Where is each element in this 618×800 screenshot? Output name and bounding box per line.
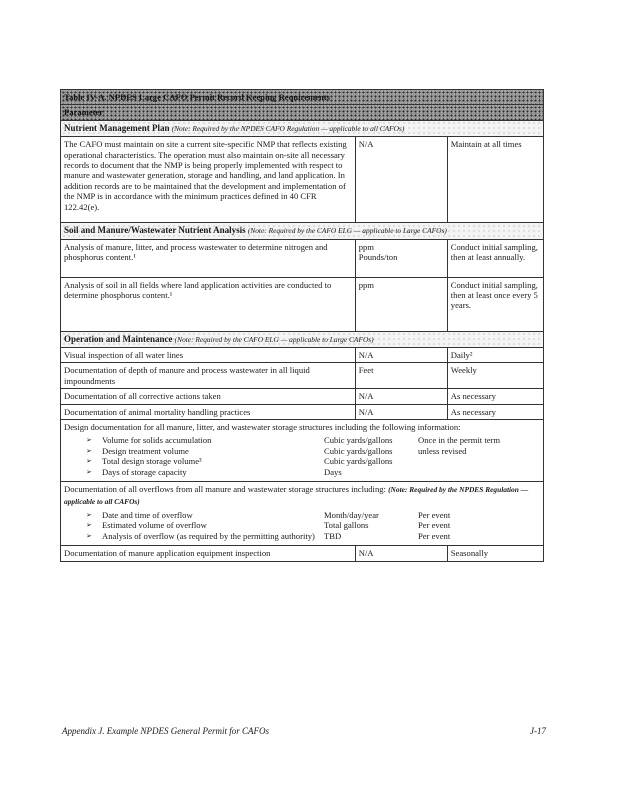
parameter-cell: Documentation of manure application equipment inspection	[61, 546, 356, 561]
section-header-om	[61, 331, 544, 347]
overflow-note: (Note: Required by the NPDES Regulation — applicable to all CAFOs)	[64, 485, 529, 506]
units-cell: N/A	[355, 546, 447, 561]
section-title: Nutrient Management Plan	[64, 122, 170, 133]
units-cell: N/A	[355, 404, 447, 419]
overflow-unit: Total gallons	[324, 520, 369, 531]
parameter-cell: Visual inspection of all water lines	[61, 348, 356, 363]
page-number: J-17	[530, 726, 546, 736]
table-row	[61, 348, 544, 363]
arrow-bullet-icon: ➢	[86, 521, 92, 530]
design-unit: Cubic yards/gallons	[324, 456, 393, 467]
frequency-cell: As necessary	[447, 404, 543, 419]
arrow-bullet-icon: ➢	[86, 531, 92, 540]
design-items	[86, 435, 324, 477]
design-grid	[64, 432, 540, 479]
frequency-cell: Seasonally	[447, 546, 543, 561]
record-keeping-table	[60, 89, 544, 562]
units-cell: N/A	[355, 137, 447, 223]
overflow-items	[86, 510, 324, 541]
arrow-bullet-icon: ➢	[86, 436, 92, 445]
table-title: Table IV-A. NPDES Large CAFO Permit Record Keeping Requirements	[61, 90, 544, 105]
list-item: ➢ Analysis of overflow (as required by the permitting authority)	[86, 530, 315, 541]
overflow-grid	[64, 507, 540, 543]
section-header-soil	[61, 223, 544, 239]
list-item: ➢ Total design storage volume³	[86, 456, 202, 467]
section-note: (Note: Required by the CAFO ELG — applicable to Large CAFOs)	[247, 226, 447, 236]
list-item: ➢ Design treatment volume	[86, 445, 189, 456]
table-row	[61, 389, 544, 404]
arrow-bullet-icon: ➢	[86, 467, 92, 476]
units-cell: ppm Pounds/ton	[355, 239, 447, 277]
units-cell: ppm	[355, 277, 447, 331]
units-cell: Feet	[355, 363, 447, 389]
design-intro: Design documentation for all manure, litter, and wastewater storage structures including the following information:	[64, 422, 461, 433]
overflow-intro: Documentation of all overflows from all manure and wastewater storage structures including:	[64, 484, 386, 495]
list-item: ➢ Days of storage capacity	[86, 466, 187, 477]
frequency-cell: Conduct initial sampling, then at least annually.	[447, 239, 543, 277]
parameter-cell: Documentation of animal mortality handling practices	[61, 404, 356, 419]
arrow-bullet-icon: ➢	[86, 510, 92, 519]
parameter-cell: The CAFO must maintain on site a current site-specific NMP that reflects existing operational characteristics. The operation must also maintain on-site all necessary records to document that the NMP is being properly implemented with respect to manure and wastewater generation, storage and handling, and land application. In addition records are to be maintained that the development and implementation of the NMP is in accordance with the minimum practices defined in 40 CFR 122.42(e).	[61, 137, 356, 223]
list-item: ➢ Estimated volume of overflow	[86, 520, 207, 531]
frequency-cell: As necessary	[447, 389, 543, 404]
table-row	[61, 239, 544, 277]
frequency-cell: Maintain at all times	[447, 137, 543, 223]
table-title-row	[61, 90, 544, 105]
overflow-unit: Month/day/year	[324, 509, 379, 520]
overflow-frequency: Per event	[418, 530, 451, 541]
design-unit: Cubic yards/gallons	[324, 445, 393, 456]
overflow-frequency: Per event	[418, 509, 451, 520]
section-title: Operation and Maintenance	[64, 333, 173, 344]
section-title: Soil and Manure/Wastewater Nutrient Analysis	[64, 225, 246, 236]
units-cell: N/A	[355, 348, 447, 363]
frequency-cell: Daily²	[447, 348, 543, 363]
table-row	[61, 137, 544, 223]
design-unit: Days	[324, 466, 342, 477]
parameter-cell: Documentation of all corrective actions taken	[61, 389, 356, 404]
arrow-bullet-icon: ➢	[86, 446, 92, 455]
table-header-row	[61, 105, 544, 120]
parameter-cell: Documentation of depth of manure and process wastewater in all liquid impoundments	[61, 363, 356, 389]
design-unit: Cubic yards/gallons	[324, 435, 393, 446]
section-header-nmp	[61, 120, 544, 136]
list-item: ➢ Date and time of overflow	[86, 509, 193, 520]
frequency-cell: Conduct initial sampling, then at least once every 5 years.	[447, 277, 543, 331]
parameter-cell: Analysis of soil in all fields where land application activities are conducted to determine phosphorus content.¹	[61, 277, 356, 331]
design-documentation-row	[61, 420, 544, 482]
section-note: (Note: Required by the NPDES CAFO Regulation — applicable to all CAFOs)	[171, 123, 405, 133]
arrow-bullet-icon: ➢	[86, 457, 92, 466]
overflow-unit: TBD	[324, 530, 342, 541]
table-row	[61, 277, 544, 331]
table-row	[61, 404, 544, 419]
parameter-cell: Analysis of manure, litter, and process wastewater to determine nitrogen and phosphorus content.¹	[61, 239, 356, 277]
design-frequency: Once in the permit term unless revised	[418, 435, 501, 456]
list-item: ➢ Volume for solids accumulation	[86, 435, 212, 446]
units-cell: N/A	[355, 389, 447, 404]
section-note: (Note: Required by the CAFO ELG — applicable to Large CAFOs)	[174, 334, 374, 344]
overflow-frequency: Per event	[418, 520, 451, 531]
column-header-parameter: Parameter	[61, 105, 544, 120]
table-row	[61, 546, 544, 561]
frequency-cell: Weekly	[447, 363, 543, 389]
page-footer-title: Appendix J. Example NPDES General Permit for CAFOs	[62, 726, 269, 736]
table-row	[61, 363, 544, 389]
overflow-documentation-row	[61, 482, 544, 546]
